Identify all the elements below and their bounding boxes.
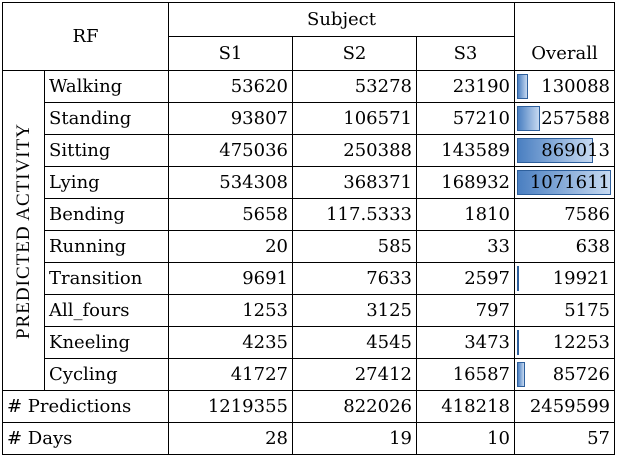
overall-value: 869013 (541, 140, 610, 161)
table-row (3, 263, 615, 295)
rf-activity-table (2, 2, 615, 455)
footer-label: # Predictions (3, 391, 169, 423)
table-row (3, 199, 615, 231)
cell-s3: 23190 (417, 71, 515, 103)
table-row (3, 167, 615, 199)
table-row (3, 359, 615, 391)
cell-s1: 9691 (169, 263, 293, 295)
overall-value: 638 (575, 236, 610, 257)
table-row (3, 71, 615, 103)
cell-s3: 168932 (417, 167, 515, 199)
column-header-s3: S3 (417, 37, 515, 71)
row-group-label: PREDICTED ACTIVITY (12, 122, 34, 339)
overall-value: 12253 (552, 332, 610, 353)
row-group-header (3, 71, 45, 391)
column-header-s2: S2 (293, 37, 417, 71)
footer-cell-overall: 57 (515, 423, 615, 455)
cell-s2: 117.5333 (293, 199, 417, 231)
cell-s1: 5658 (169, 199, 293, 231)
cell-s1: 41727 (169, 359, 293, 391)
overall-value: 130088 (541, 76, 610, 97)
overall-value: 19921 (552, 268, 610, 289)
footer-cell-s2: 19 (293, 423, 417, 455)
overall-value: 5175 (564, 300, 610, 321)
overall-value: 257588 (541, 108, 610, 129)
cell-s2: 585 (293, 231, 417, 263)
cell-s1: 475036 (169, 135, 293, 167)
cell-s1: 1253 (169, 295, 293, 327)
footer-cell-s3: 10 (417, 423, 515, 455)
activity-label: Kneeling (45, 327, 169, 359)
activity-label: Standing (45, 103, 169, 135)
cell-s2: 3125 (293, 295, 417, 327)
activity-label: Lying (45, 167, 169, 199)
cell-s1: 93807 (169, 103, 293, 135)
footer-cell-s1: 1219355 (169, 391, 293, 423)
overall-value: 1071611 (529, 172, 610, 193)
cell-s1: 534308 (169, 167, 293, 199)
cell-s1: 20 (169, 231, 293, 263)
cell-s3: 797 (417, 295, 515, 327)
footer-cell-s3: 418218 (417, 391, 515, 423)
table-row (3, 295, 615, 327)
cell-overall (515, 135, 615, 167)
activity-label: Cycling (45, 359, 169, 391)
cell-s1: 4235 (169, 327, 293, 359)
cell-s3: 57210 (417, 103, 515, 135)
overall-value: 7586 (564, 204, 610, 225)
cell-overall (515, 199, 615, 231)
cell-overall (515, 263, 615, 295)
column-header-s1: S1 (169, 37, 293, 71)
activity-label: Running (45, 231, 169, 263)
cell-overall (515, 295, 615, 327)
cell-overall (515, 359, 615, 391)
cell-s3: 33 (417, 231, 515, 263)
footer-label: # Days (3, 423, 169, 455)
corner-header: RF (3, 3, 169, 71)
cell-s2: 7633 (293, 263, 417, 295)
footer-row (3, 423, 615, 455)
cell-s3: 16587 (417, 359, 515, 391)
cell-overall (515, 231, 615, 263)
cell-s3: 2597 (417, 263, 515, 295)
overall-header: Overall (515, 3, 615, 71)
cell-s2: 27412 (293, 359, 417, 391)
cell-overall (515, 167, 615, 199)
footer-cell-s1: 28 (169, 423, 293, 455)
cell-s3: 1810 (417, 199, 515, 231)
activity-label: Walking (45, 71, 169, 103)
cell-s2: 250388 (293, 135, 417, 167)
cell-overall (515, 103, 615, 135)
cell-s3: 3473 (417, 327, 515, 359)
activity-label: All_fours (45, 295, 169, 327)
activity-label: Bending (45, 199, 169, 231)
cell-s2: 106571 (293, 103, 417, 135)
subject-header: Subject (169, 3, 515, 37)
footer-row (3, 391, 615, 423)
table-row (3, 135, 615, 167)
cell-s1: 53620 (169, 71, 293, 103)
table-row (3, 103, 615, 135)
activity-label: Transition (45, 263, 169, 295)
footer-cell-overall: 2459599 (515, 391, 615, 423)
activity-label: Sitting (45, 135, 169, 167)
table-row (3, 231, 615, 263)
footer-cell-s2: 822026 (293, 391, 417, 423)
cell-overall (515, 327, 615, 359)
cell-s3: 143589 (417, 135, 515, 167)
cell-s2: 368371 (293, 167, 417, 199)
table-row (3, 327, 615, 359)
overall-value: 85726 (552, 364, 610, 385)
cell-overall (515, 71, 615, 103)
cell-s2: 4545 (293, 327, 417, 359)
cell-s2: 53278 (293, 71, 417, 103)
